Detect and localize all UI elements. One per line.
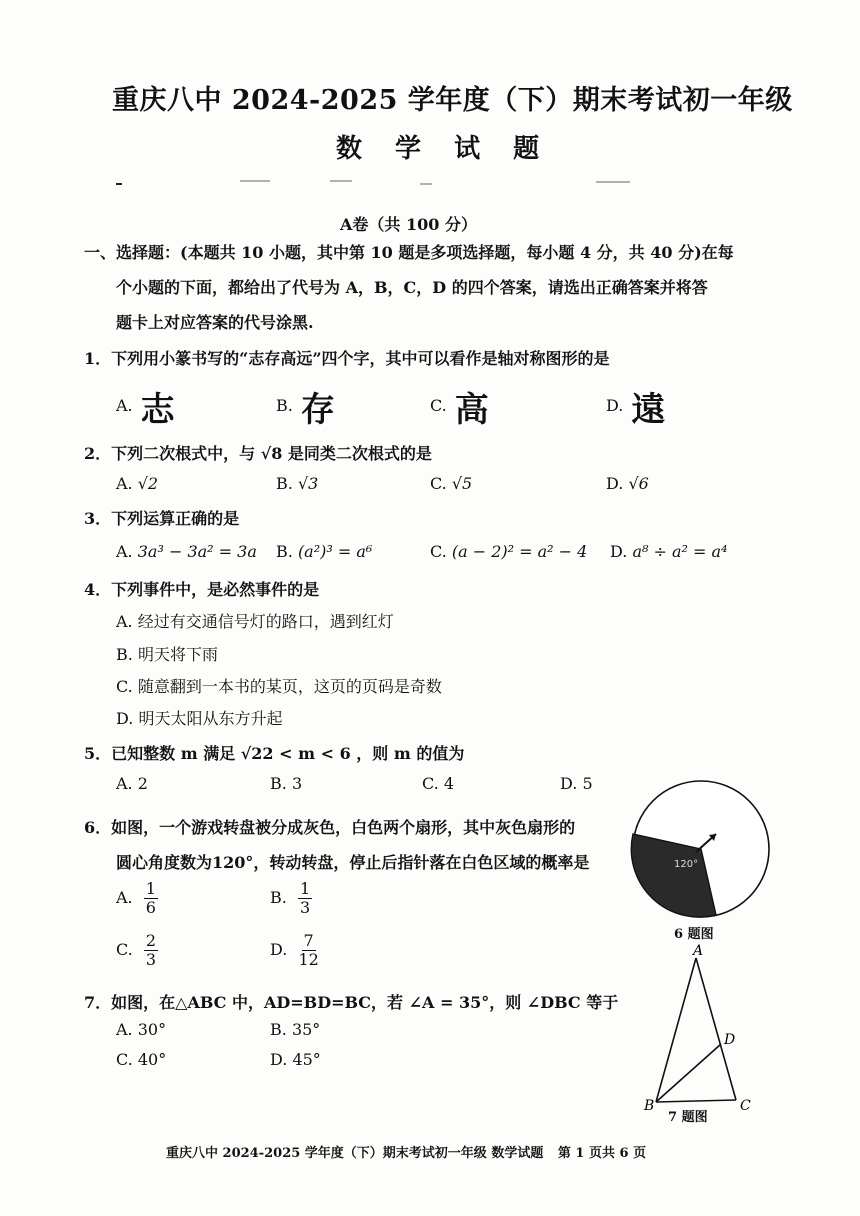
option-value: 30° [137,1020,167,1039]
question-4-stem: 4．下列事件中，是必然事件的是 [84,580,320,599]
question-5-stem: 5．已知整数 m 满足 √22 < m < 6 ，则 m 的值为 [84,744,465,763]
scan-mark [330,180,352,182]
option-label: D. [606,474,624,493]
exam-subtitle: 数 学 试 题 [336,134,552,164]
denominator: 3 [145,950,157,969]
q2-option-b[interactable] [276,474,318,493]
q4-option-a[interactable] [116,609,394,632]
q4-option-b[interactable] [116,642,218,665]
part1-line2: 个小题的下面，都给出了代号为 A，B，C，D 的四个答案，请选出正确答案并将答 [116,278,708,297]
part1-line3: 题卡上对应答案的代号涂黑. [116,313,314,332]
triangle-figure [640,940,760,1120]
option-value: 45° [292,1050,321,1069]
option-value: 5 [582,774,593,793]
option-label: A. [116,542,133,561]
option-label: A. [116,474,133,493]
option-label: B. [270,1020,287,1039]
option-value: 3 [291,774,303,793]
option-value: 明天太阳从东方升起 [138,709,283,728]
option-label: A. [116,888,133,907]
q2-option-c[interactable] [430,474,472,493]
option-label: D. [560,774,578,793]
scan-mark [116,183,122,185]
q5-option-c[interactable] [422,774,454,793]
fraction [144,932,158,969]
option-label: C. [430,396,447,415]
option-label: A. [116,612,133,631]
q7-option-c[interactable] [116,1050,166,1069]
option-value: 4 [443,774,455,793]
question-2-stem: 2．下列二次根式中，与 √8 是同类二次根式的是 [84,444,432,463]
scan-mark [240,180,270,182]
option-label: D. [270,940,288,959]
numerator: 7 [303,931,314,950]
side-bc [656,1100,736,1102]
q2-option-d[interactable] [606,474,649,493]
segment-bd [656,1044,721,1102]
option-label: C. [116,677,133,696]
question-6-stem: 6．如图，一个游戏转盘被分成灰色，白色两个扇形，其中灰色扇形的 [84,818,576,837]
option-value: 明天将下雨 [137,645,218,664]
fraction [144,880,158,917]
q1-option-b[interactable] [276,382,335,431]
option-label: D. [116,709,134,728]
option-value: (a − 2)² = a² − 4 [451,542,588,561]
question-6-stem-line2: 圆心角度数为120°，转动转盘，停止后指针落在白色区域的概率是 [116,853,590,872]
option-label: A. [116,1020,133,1039]
option-value: (a²)³ = a⁶ [297,542,373,561]
option-label: D. [610,542,628,561]
option-value: 随意翻到一本书的某页，这页的页码是奇数 [137,677,442,696]
q3-option-a[interactable] [116,542,257,561]
denominator: 3 [299,898,311,917]
option-label: C. [116,940,133,959]
denominator: 6 [145,898,156,917]
numerator: 1 [145,879,156,898]
option-value: 40° [137,1050,167,1069]
option-label: D. [606,396,624,415]
option-value: 经过有交通信号灯的路口，遇到红灯 [137,612,394,631]
option-label: B. [276,542,293,561]
seal-glyph-zhi: 志 [140,390,175,430]
point-d-label: D [724,1032,736,1048]
side-ac [696,958,736,1100]
option-label: B. [270,774,287,793]
option-value: 35° [291,1020,321,1039]
option-label: C. [430,474,447,493]
seal-glyph-yuan: 遠 [631,390,666,430]
option-value: √6 [628,474,649,493]
seal-glyph-gao: 高 [454,390,489,430]
q6-option-c[interactable] [116,932,158,969]
fraction [298,880,312,917]
vertex-c-label: C [740,1098,751,1114]
scan-mark [596,181,630,183]
page-number: 第 1 页共 6 页 [557,1146,647,1161]
option-label: B. [276,474,293,493]
q6-option-a[interactable] [116,880,158,917]
q7-option-b[interactable] [270,1020,320,1039]
spinner-figure [630,778,772,920]
question-3-stem: 3．下列运算正确的是 [84,509,240,528]
part1-heading: 一、选择题：(本题共 10 小题，其中第 10 题是多项选择题，每小题 4 分，共 40 分)在每 [84,243,734,262]
section-a-heading: A卷（共 100 分） [340,215,477,234]
option-value: √3 [297,474,319,493]
q1-option-d[interactable] [606,382,665,431]
option-label: B. [116,645,133,664]
option-value: √5 [451,474,473,493]
q5-option-d[interactable] [560,774,593,793]
q4-option-c[interactable] [116,674,442,697]
scan-mark [420,183,432,185]
question-1-stem: 1．下列用小篆书写的“志存高远”四个字，其中可以看作是轴对称图形的是 [84,349,610,368]
question-7-stem: 7．如图，在△ABC 中，AD=BD=BC，若 ∠A = 35°，则 ∠DBC 等于 [84,993,619,1012]
page-footer [166,1142,646,1161]
option-label: B. [276,396,293,415]
option-label: C. [430,542,447,561]
denominator: 12 [298,950,319,969]
q6-option-b[interactable] [270,880,312,917]
q3-option-c[interactable] [430,542,587,561]
option-value: √2 [137,474,159,493]
option-value: 2 [137,774,148,793]
q1-option-a[interactable] [116,382,175,431]
q5-option-a[interactable] [116,774,148,793]
q7-option-a[interactable] [116,1020,166,1039]
option-label: B. [270,888,287,907]
footer-title: 重庆八中 2024-2025 学年度（下）期末考试初一年级 数学试题 [166,1146,544,1161]
q3-option-b[interactable] [276,542,372,561]
option-label: D. [270,1050,288,1069]
q7-option-d[interactable] [270,1050,321,1069]
q5-option-b[interactable] [270,774,302,793]
exam-title: 重庆八中 2024-2025 学年度（下）期末考试初一年级 [112,85,793,116]
option-value: 3a³ − 3a² = 3a [137,542,257,561]
q2-option-a[interactable] [116,474,158,493]
option-label: A. [116,396,133,415]
figure-7-caption: 7 题图 [668,1110,708,1125]
figure-6-caption: 6 题图 [674,927,714,942]
option-label: C. [116,1050,133,1069]
vertex-b-label: B [644,1098,655,1114]
vertex-a-label: A [693,943,704,959]
side-ab [656,958,696,1102]
q6-option-d[interactable] [270,932,319,969]
angle-label: 120° [674,859,699,870]
option-label: C. [422,774,439,793]
option-label: A. [116,774,133,793]
numerator: 2 [145,931,157,950]
q4-option-d[interactable] [116,706,282,729]
q3-option-d[interactable] [610,542,727,561]
option-value: a⁸ ÷ a² = a⁴ [632,542,728,561]
fraction [298,932,318,969]
seal-glyph-cun: 存 [300,390,335,430]
numerator: 1 [299,879,311,898]
q1-option-c[interactable] [430,382,489,431]
